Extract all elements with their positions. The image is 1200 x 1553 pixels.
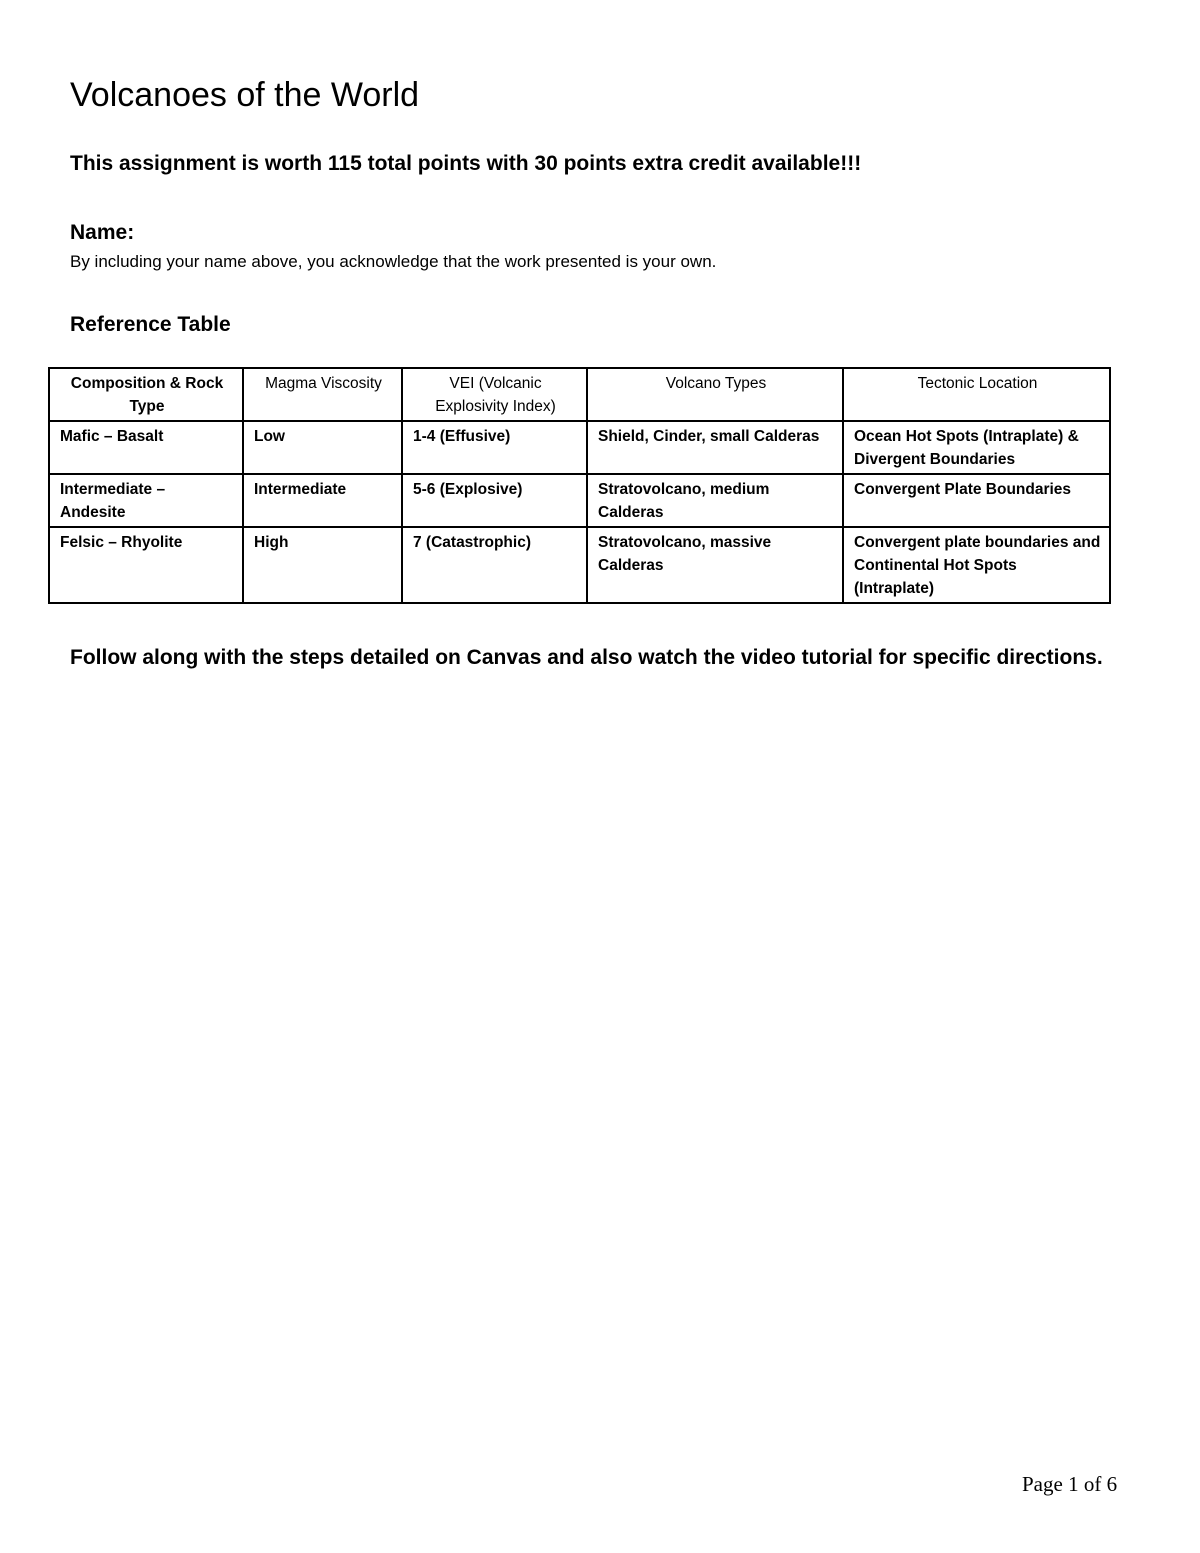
header-magma-viscosity: Magma Viscosity bbox=[243, 368, 402, 421]
table-cell: Mafic – Basalt bbox=[49, 421, 243, 474]
points-statement: This assignment is worth 115 total points with 30 points extra credit available!!! bbox=[70, 152, 862, 175]
table-cell: Convergent Plate Boundaries bbox=[843, 474, 1110, 527]
table-cell: Stratovolcano, medium Calderas bbox=[587, 474, 843, 527]
table-cell: Shield, Cinder, small Calderas bbox=[587, 421, 843, 474]
table-cell: Intermediate bbox=[243, 474, 402, 527]
table-row bbox=[49, 474, 1110, 527]
header-tectonic-location: Tectonic Location bbox=[843, 368, 1110, 421]
table-cell: Ocean Hot Spots (Intraplate) & Divergent Boundaries bbox=[843, 421, 1110, 474]
table-cell: 5-6 (Explosive) bbox=[402, 474, 587, 527]
table-cell: 7 (Catastrophic) bbox=[402, 527, 587, 603]
table-row bbox=[49, 421, 1110, 474]
directions-text: Follow along with the steps detailed on Canvas and also watch the video tutorial for specific directions. bbox=[70, 646, 1103, 669]
acknowledgement-text: By including your name above, you acknowledge that the work presented is your own. bbox=[70, 252, 717, 271]
table-header-row bbox=[49, 368, 1110, 421]
page-number: Page 1 of 6 bbox=[1022, 1472, 1118, 1496]
header-vei: VEI (Volcanic Explosivity Index) bbox=[402, 368, 587, 421]
reference-table bbox=[48, 367, 1111, 604]
table-cell: Stratovolcano, massive Calderas bbox=[587, 527, 843, 603]
table-cell: Intermediate – Andesite bbox=[49, 474, 243, 527]
table-cell: Low bbox=[243, 421, 402, 474]
table-cell: 1-4 (Effusive) bbox=[402, 421, 587, 474]
name-label: Name: bbox=[70, 221, 135, 244]
header-composition: Composition & Rock Type bbox=[49, 368, 243, 421]
page-title: Volcanoes of the World bbox=[70, 76, 420, 114]
header-volcano-types: Volcano Types bbox=[587, 368, 843, 421]
reference-table-heading: Reference Table bbox=[70, 313, 231, 336]
table-row bbox=[49, 527, 1110, 603]
table-cell: Convergent plate boundaries and Continental Hot Spots (Intraplate) bbox=[843, 527, 1110, 603]
table-cell: High bbox=[243, 527, 402, 603]
table-cell: Felsic – Rhyolite bbox=[49, 527, 243, 603]
